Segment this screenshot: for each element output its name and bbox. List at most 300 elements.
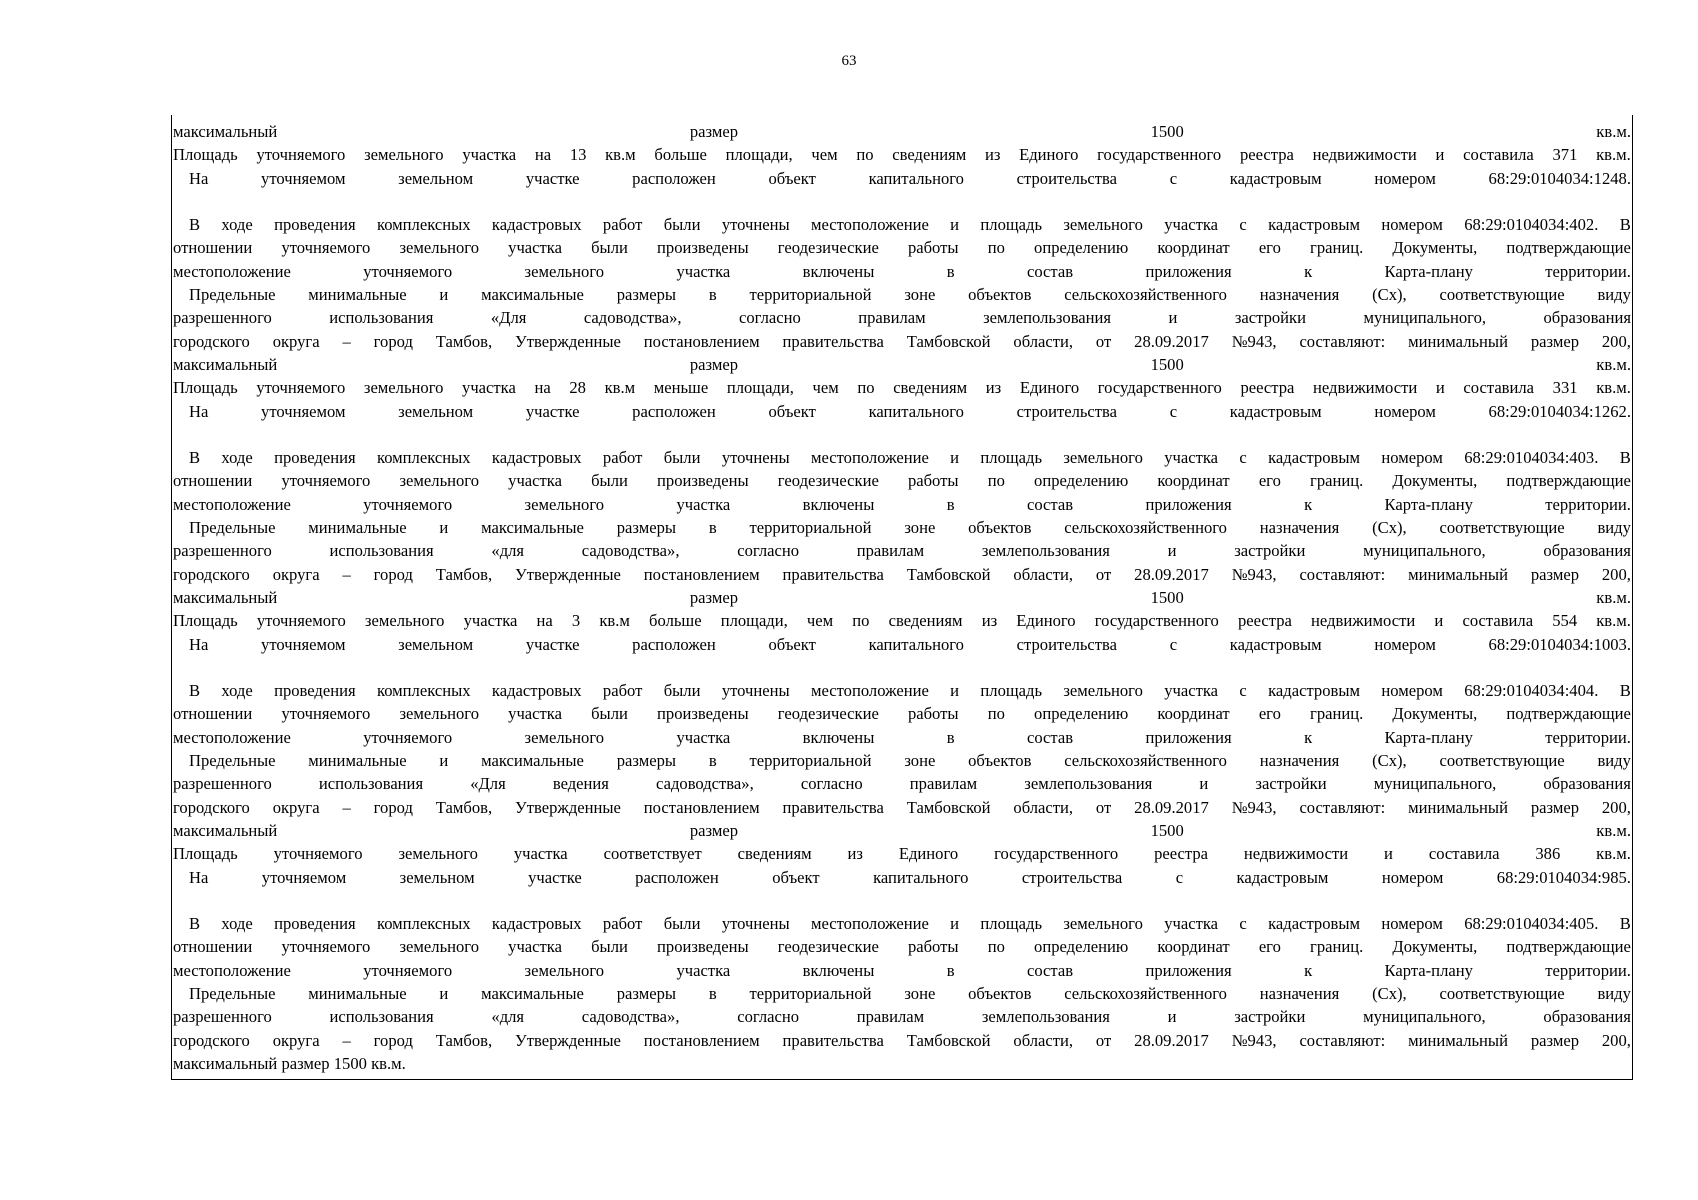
word: в <box>708 285 717 305</box>
word: проведения <box>274 914 356 934</box>
word: геодезические <box>777 471 879 491</box>
word: использования <box>329 1007 434 1027</box>
text-line <box>173 633 1631 656</box>
word: государственного <box>1097 378 1222 398</box>
word: использования <box>329 308 434 328</box>
word: его <box>1258 704 1281 724</box>
word: №943, <box>1231 331 1277 351</box>
word: размер <box>1530 331 1579 351</box>
word: город <box>373 797 413 817</box>
word: минимальный <box>1408 1030 1508 1050</box>
word: на <box>534 145 552 165</box>
text-line <box>173 749 1631 772</box>
word: соответствует <box>603 844 702 864</box>
word: Единого <box>1019 378 1080 398</box>
word: кадастровым <box>1268 448 1360 468</box>
word: 28.09.2017 <box>1134 331 1209 351</box>
word: области, <box>1013 331 1074 351</box>
word: участка <box>513 844 568 864</box>
word: территориальной <box>749 285 872 305</box>
word: объектов <box>968 518 1032 538</box>
word: и <box>1199 774 1209 794</box>
word: городского <box>173 1030 250 1050</box>
word: кв.м. <box>1596 378 1631 398</box>
word: сведениям <box>888 611 963 631</box>
word: – <box>342 331 351 351</box>
word: были <box>591 238 628 258</box>
word: реестра <box>1237 611 1292 631</box>
word: определению <box>1034 471 1129 491</box>
word: участка <box>462 145 517 165</box>
word: уточняемого <box>281 471 371 491</box>
word: Площадь <box>173 844 238 864</box>
word: уточняемом <box>261 867 347 887</box>
word: ходе <box>221 215 253 235</box>
blank-line <box>173 889 1631 912</box>
word: минимальные <box>308 285 407 305</box>
word: размер <box>281 1053 334 1073</box>
word: соответствующие <box>1439 518 1565 538</box>
word: его <box>1258 238 1281 258</box>
word: с <box>1175 867 1184 887</box>
word: уточнены <box>721 681 790 701</box>
word: Предельные <box>189 983 276 1003</box>
word: назначения <box>1259 983 1340 1003</box>
word: минимальный <box>1408 564 1508 584</box>
word: и <box>439 285 449 305</box>
word: подтверждающие <box>1506 937 1631 957</box>
word: участка <box>1164 914 1219 934</box>
word: недвижимости <box>1313 378 1418 398</box>
word: округа <box>272 797 320 817</box>
word: номером <box>1374 401 1436 421</box>
word: 68:29:0104034:403. <box>1464 448 1599 468</box>
word: местоположение <box>173 727 291 747</box>
word: застройки <box>1234 308 1306 328</box>
word: расположен <box>632 401 716 421</box>
word: максимальный <box>173 1053 282 1073</box>
word: Утвержденные <box>514 564 621 584</box>
word: области, <box>1013 1030 1074 1050</box>
word: кв.м. <box>371 1053 406 1073</box>
word: и <box>1435 145 1445 165</box>
word: произведены <box>657 471 749 491</box>
word: уточняемого <box>256 145 346 165</box>
word: постановлением <box>643 564 760 584</box>
word: отношении <box>173 238 253 258</box>
word: кадастровым <box>1268 914 1360 934</box>
word: 68:29:0104034:402. <box>1464 215 1599 235</box>
word: Документы, <box>1392 937 1478 957</box>
word: площади, <box>726 378 794 398</box>
word: уточняемом <box>261 168 346 188</box>
word: в <box>946 727 955 747</box>
word: работы <box>907 471 959 491</box>
word: от <box>1095 564 1112 584</box>
word: координат <box>1157 238 1230 258</box>
word: (Сх), <box>1372 983 1407 1003</box>
word: В <box>189 448 201 468</box>
word: его <box>1258 937 1281 957</box>
word: правительства <box>782 564 884 584</box>
document-body <box>173 120 1631 1075</box>
word: Тамбов, <box>435 797 493 817</box>
word: уточнены <box>721 215 790 235</box>
word: земельного <box>524 727 605 747</box>
word: В <box>189 914 201 934</box>
word: и <box>1168 308 1178 328</box>
word: кадастровым <box>1268 681 1360 701</box>
word: 331 <box>1552 378 1578 398</box>
word: застройки <box>1234 541 1306 561</box>
word: и <box>1434 611 1444 631</box>
text-line <box>173 563 1631 586</box>
word: и <box>950 215 960 235</box>
word: размер <box>689 122 739 141</box>
word: территории. <box>1545 960 1631 980</box>
word: уточняемого <box>363 727 453 747</box>
word: Единого <box>898 844 959 864</box>
word: 68:29:0104034:404. <box>1464 681 1599 701</box>
word: – <box>342 797 351 817</box>
word: Предельные <box>189 751 276 771</box>
text-line <box>173 959 1631 982</box>
word: кадастровых <box>491 215 582 235</box>
word: Карта-плану <box>1384 960 1473 980</box>
word: сельскохозяйственного <box>1064 751 1227 771</box>
text-line <box>173 306 1631 329</box>
word: зоне <box>904 751 936 771</box>
word: участке <box>525 634 580 654</box>
word: приложения <box>1145 727 1232 747</box>
word: ходе <box>221 914 253 934</box>
word: государственного <box>1097 145 1222 165</box>
word: сведениям <box>892 145 967 165</box>
word: кадастровых <box>491 914 582 934</box>
word: (Сх), <box>1372 285 1407 305</box>
word: 68:29:0104034:985. <box>1496 867 1631 887</box>
word: уточняемого <box>363 494 453 514</box>
word: объект <box>768 401 816 421</box>
word: кв.м <box>599 611 630 631</box>
word: определению <box>1034 704 1129 724</box>
word: от <box>1095 797 1112 817</box>
word: с <box>1239 448 1247 468</box>
word: и <box>950 681 960 701</box>
word: Тамбовской <box>906 1030 991 1050</box>
word: проведения <box>274 681 356 701</box>
text-line <box>173 1005 1631 1028</box>
word: земельного <box>524 960 605 980</box>
word: максимальный <box>173 587 278 607</box>
word: составляют: <box>1299 1030 1386 1050</box>
word: согласно <box>737 541 800 561</box>
word: ходе <box>221 448 253 468</box>
word: №943, <box>1231 797 1277 817</box>
word: кадастровым <box>1229 634 1322 654</box>
word: подтверждающие <box>1506 471 1631 491</box>
word: земельного <box>399 937 480 957</box>
word: уточнены <box>721 448 790 468</box>
text-line <box>173 796 1631 819</box>
word: недвижимости <box>1243 844 1349 864</box>
word: размер <box>1530 564 1579 584</box>
word: город <box>373 1030 413 1050</box>
word: размер <box>689 354 739 374</box>
word: Площадь <box>173 145 238 165</box>
word: границ. <box>1310 471 1364 491</box>
word: земельного <box>399 704 480 724</box>
word: по <box>987 937 1005 957</box>
word: согласно <box>738 308 801 328</box>
word: ходе <box>221 681 253 701</box>
word: местоположение <box>810 914 929 934</box>
word: правилам <box>856 541 925 561</box>
word: минимальный <box>1408 331 1508 351</box>
word: земельного <box>363 378 444 398</box>
word: и <box>950 448 960 468</box>
word: ведения <box>552 774 609 794</box>
word: земельного <box>524 494 605 514</box>
page-number: 63 <box>841 53 857 69</box>
word: городского <box>173 564 250 584</box>
word: были <box>663 914 701 934</box>
word: земельном <box>399 867 475 887</box>
word: использования <box>318 774 424 794</box>
word: кв.м <box>605 145 636 165</box>
text-line <box>173 143 1631 166</box>
word: размер <box>689 587 739 607</box>
word: Карта-плану <box>1384 494 1473 514</box>
word: геодезические <box>777 937 879 957</box>
word: – <box>342 1030 351 1050</box>
word: расположен <box>632 634 716 654</box>
word: составила <box>1428 844 1500 864</box>
word: по <box>857 378 875 398</box>
word: виду <box>1597 751 1631 771</box>
word: назначения <box>1259 518 1340 538</box>
word: назначения <box>1259 751 1340 771</box>
word: 200, <box>1601 564 1631 584</box>
text-line <box>173 702 1631 725</box>
word: приложения <box>1145 494 1232 514</box>
word: и <box>950 914 960 934</box>
word: и <box>439 983 449 1003</box>
word: из <box>985 378 1002 398</box>
word: уточняемого <box>281 937 371 957</box>
word: области, <box>1013 797 1074 817</box>
text-line <box>173 260 1631 283</box>
word: и <box>1435 378 1445 398</box>
word: капитального <box>868 401 964 421</box>
word: определению <box>1034 238 1129 258</box>
blank-line <box>173 423 1631 446</box>
word: размеры <box>616 983 677 1003</box>
word: проведения <box>274 215 356 235</box>
word: границ. <box>1310 937 1364 957</box>
word: уточняемом <box>261 401 346 421</box>
word: кадастровым <box>1229 168 1322 188</box>
word: В <box>1619 914 1631 934</box>
word: Документы, <box>1392 704 1478 724</box>
word: кадастровых <box>491 448 582 468</box>
word: Утвержденные <box>514 1030 621 1050</box>
word: к <box>1304 494 1313 514</box>
word: Тамбов, <box>435 564 493 584</box>
word: 68:29:0104034:1262. <box>1488 401 1631 421</box>
word: расположен <box>632 168 716 188</box>
word: №943, <box>1231 1030 1277 1050</box>
word: согласно <box>800 774 863 794</box>
word: разрешенного <box>173 774 272 794</box>
word: и <box>1384 844 1393 864</box>
word: разрешенного <box>173 541 272 561</box>
text-line <box>173 842 1631 865</box>
word: кв.м <box>604 378 636 398</box>
word: уточняемого <box>273 844 363 864</box>
word: на <box>534 378 551 398</box>
word: земельного <box>364 145 444 165</box>
word: площадь <box>980 215 1043 235</box>
word: округа <box>272 331 320 351</box>
word: участке <box>525 401 580 421</box>
word: территории. <box>1545 261 1631 281</box>
word: местоположение <box>173 261 291 281</box>
word: земельного <box>364 611 445 631</box>
word: правительства <box>782 331 884 351</box>
word: к <box>1304 727 1313 747</box>
word: кв.м. <box>1596 145 1631 165</box>
text-line <box>173 353 1631 376</box>
word: площади, <box>725 145 793 165</box>
word: составила <box>1462 611 1534 631</box>
word: капитального <box>873 867 969 887</box>
word: отношении <box>173 937 253 957</box>
word: с <box>1239 215 1247 235</box>
word: строительства <box>1021 867 1123 887</box>
word: реестра <box>1240 378 1295 398</box>
word: 200, <box>1601 1030 1631 1050</box>
text-line <box>173 609 1631 632</box>
word: садоводства», <box>581 541 680 561</box>
word: Карта-плану <box>1384 727 1473 747</box>
word: 28.09.2017 <box>1134 1030 1209 1050</box>
word: 1500 <box>333 1053 372 1073</box>
word: участка <box>508 704 562 724</box>
word: включены <box>802 727 875 747</box>
word: На <box>189 401 209 421</box>
word: земельного <box>1063 448 1143 468</box>
word: максимальные <box>481 983 584 1003</box>
word: уточняемого <box>256 378 346 398</box>
word: соответствующие <box>1439 751 1565 771</box>
text-line <box>173 982 1631 1005</box>
word: чем <box>806 611 834 631</box>
word: границ. <box>1310 704 1364 724</box>
word: Предельные <box>189 285 276 305</box>
word: объект <box>768 168 816 188</box>
word: участка <box>508 937 562 957</box>
word: участке <box>525 168 580 188</box>
word: состав <box>1026 261 1074 281</box>
word: составила <box>1463 378 1535 398</box>
word: площадь <box>980 914 1043 934</box>
word: муниципального, <box>1373 774 1497 794</box>
word: меньше <box>653 378 709 398</box>
word: работы <box>907 937 959 957</box>
word: размеры <box>616 751 677 771</box>
word: чем <box>811 145 838 165</box>
text-line <box>173 400 1631 423</box>
word: 1500 <box>1150 587 1184 607</box>
word: местоположение <box>173 494 291 514</box>
text-line <box>173 912 1631 935</box>
word: включены <box>802 494 875 514</box>
word: земельного <box>398 844 478 864</box>
word: номером <box>1381 215 1443 235</box>
word: недвижимости <box>1311 611 1416 631</box>
word: размеры <box>616 285 677 305</box>
word: согласно <box>737 1007 800 1027</box>
word: в <box>708 983 717 1003</box>
word: – <box>342 564 351 584</box>
word: правилам <box>856 1007 925 1027</box>
word: подтверждающие <box>1506 238 1631 258</box>
word: местоположение <box>173 960 291 980</box>
word: работ <box>602 681 643 701</box>
word: «для <box>491 1007 525 1027</box>
word: объектов <box>968 285 1032 305</box>
word: Площадь <box>173 611 238 631</box>
word: уточняемого <box>363 960 453 980</box>
word: 28.09.2017 <box>1134 564 1209 584</box>
word: разрешенного <box>173 308 272 328</box>
word: 554 <box>1552 611 1578 631</box>
word: кадастровым <box>1268 215 1360 235</box>
word: размер <box>689 820 739 840</box>
word: образования <box>1543 1007 1631 1027</box>
word: зоне <box>904 983 936 1003</box>
word: были <box>591 937 628 957</box>
word: недвижимости <box>1312 145 1417 165</box>
word: образования <box>1543 308 1631 328</box>
word: координат <box>1157 937 1230 957</box>
word: местоположение <box>810 681 929 701</box>
word: правилам <box>909 774 978 794</box>
word: сельскохозяйственного <box>1064 518 1227 538</box>
word: округа <box>272 1030 320 1050</box>
word: назначения <box>1259 285 1340 305</box>
word: кв.м. <box>1596 820 1631 840</box>
word: от <box>1095 1030 1112 1050</box>
word: по <box>987 238 1005 258</box>
word: постановлением <box>643 1030 760 1050</box>
word: землепользования <box>981 541 1110 561</box>
text-line <box>173 330 1631 353</box>
word: приложения <box>1145 261 1232 281</box>
word: 68:29:0104034:1248. <box>1488 168 1631 188</box>
word: 386 <box>1535 844 1561 864</box>
word: город <box>373 331 413 351</box>
word: объектов <box>968 751 1032 771</box>
word: были <box>663 448 701 468</box>
blank-line <box>173 190 1631 213</box>
word: номером <box>1374 168 1436 188</box>
word: использования <box>329 541 434 561</box>
text-line <box>173 120 1631 143</box>
text-line <box>173 772 1631 795</box>
word: строительства <box>1016 401 1118 421</box>
